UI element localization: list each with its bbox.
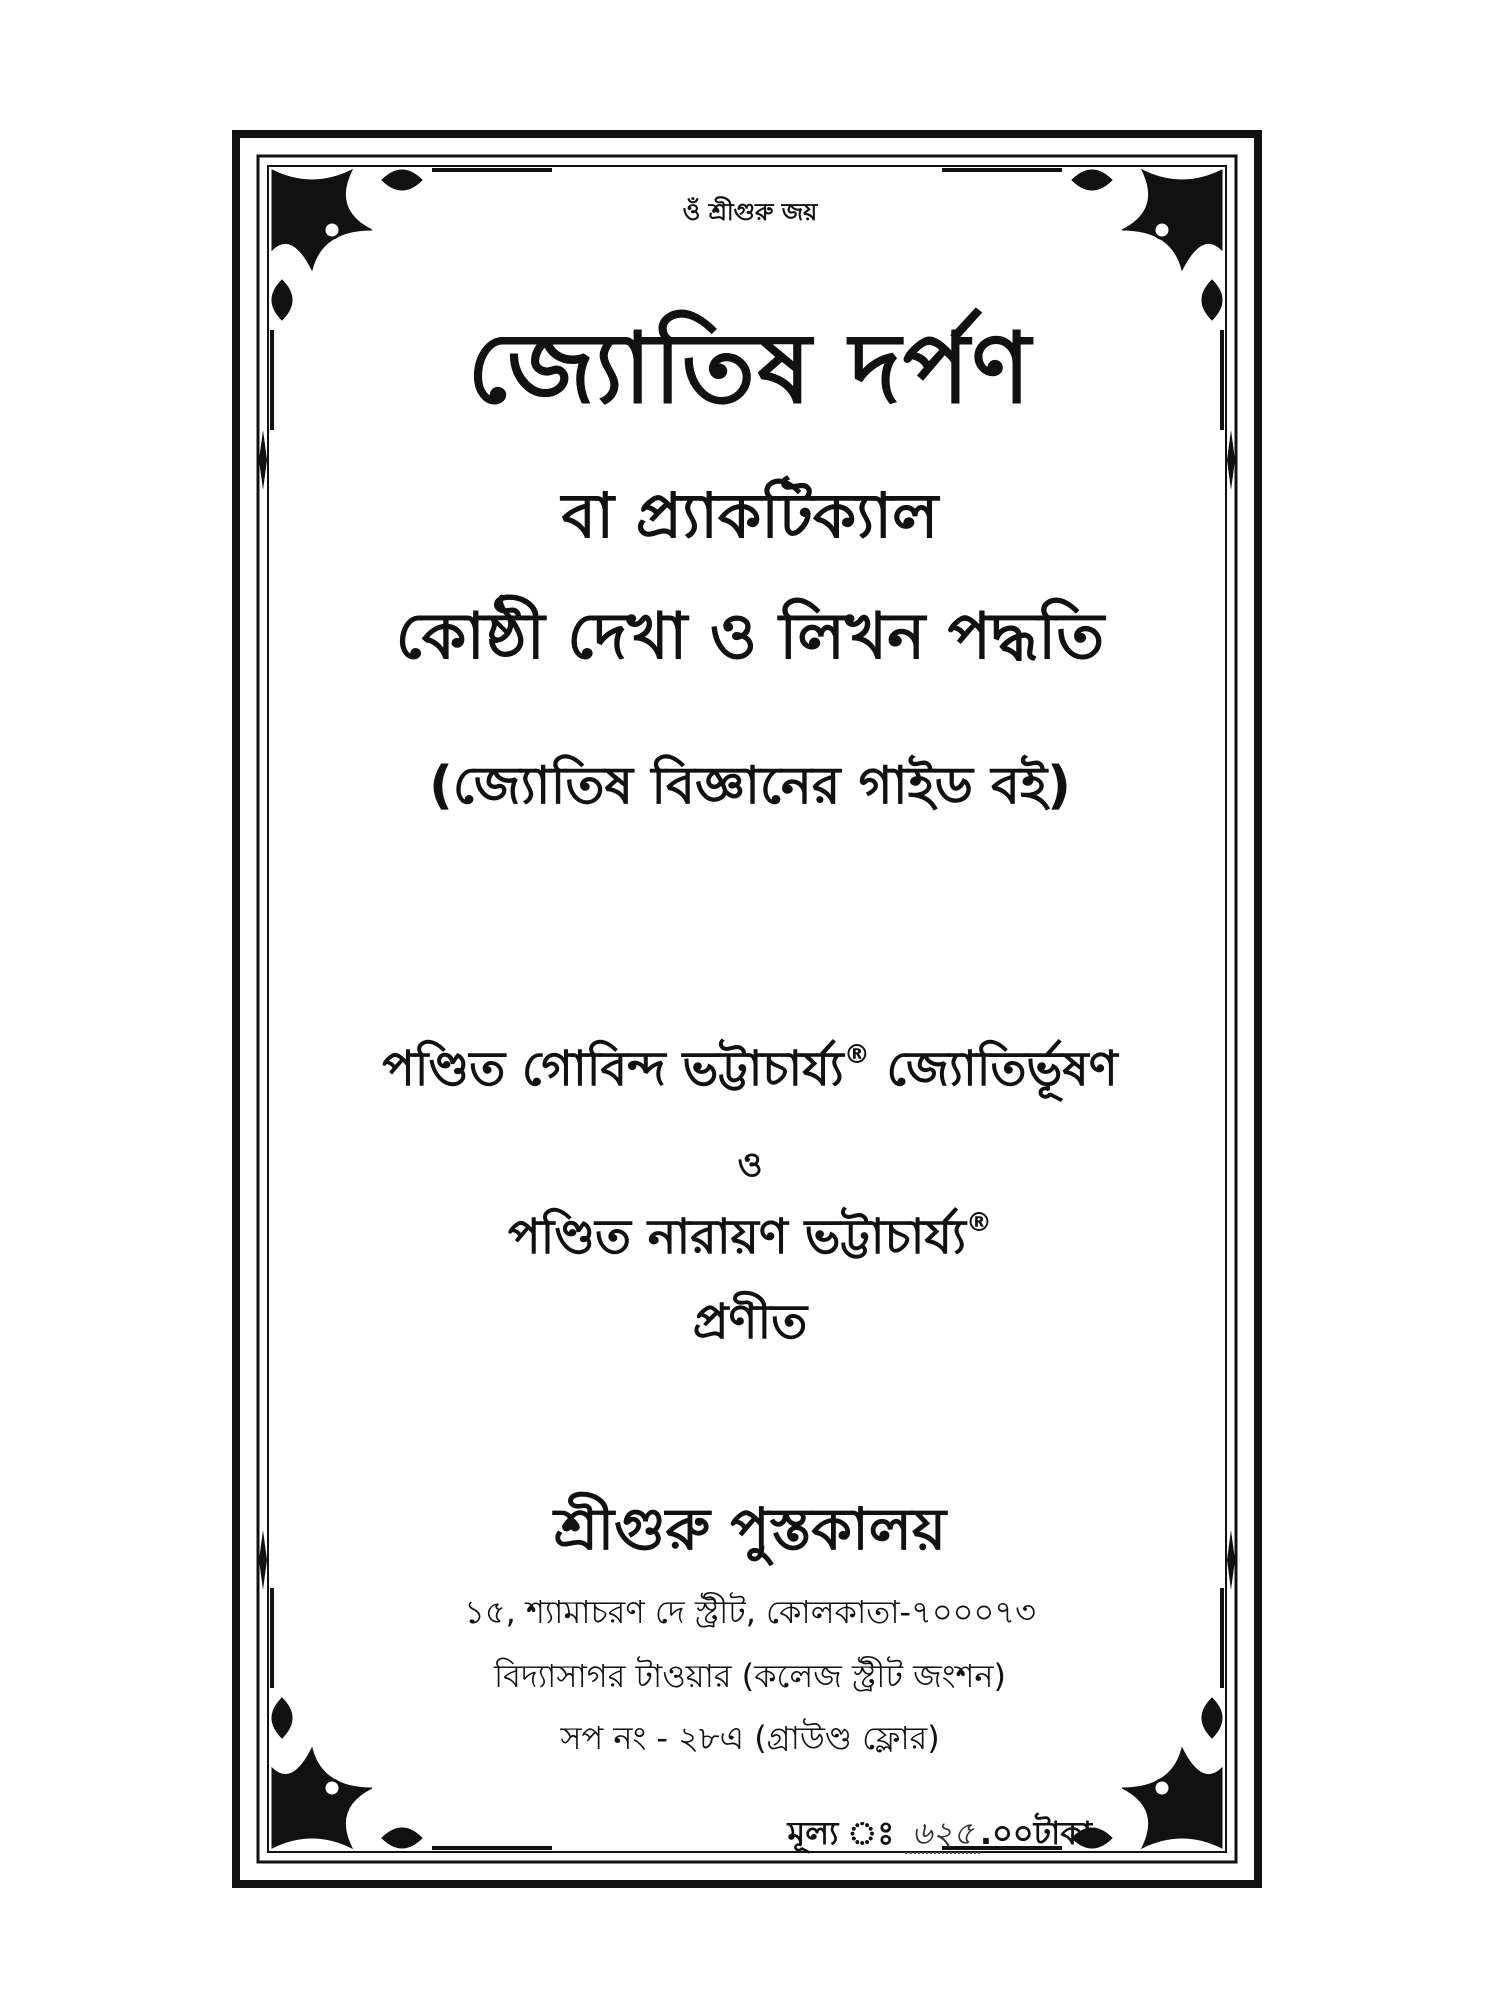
author-1-name: পণ্ডিত গোবিন্দ ভট্টাচার্য্য	[382, 1041, 844, 1097]
book-title: জ্যোতিষ দর্পণ	[467, 312, 1033, 426]
authored-by: প্রণীত	[692, 1294, 808, 1350]
price	[788, 1808, 1092, 1862]
side-spear-right	[1227, 430, 1235, 1590]
subtitle-line-1: বা প্র্যাকটিক্যাল	[561, 479, 939, 552]
author-1-title: জ্যোতির্ভূষণ	[869, 1041, 1118, 1097]
publisher-name: শ্রীগুরু পুস্তকালয়	[553, 1495, 947, 1563]
publisher-address-line-1: ১৫, শ্যামাচরণ দে স্ট্রীট, কোলকাতা-৭০০০৭৩	[464, 1593, 1036, 1631]
guide-note: (জ্যোতিষ বিজ্ঞানের গাইড বই)	[429, 756, 1071, 816]
price-handwritten-value: ৬২৫	[905, 1814, 979, 1854]
price-suffix: .০০টাকা	[979, 1814, 1092, 1852]
publisher-address-line-2: বিদ্যাসাগর টাওয়ার (কলেজ স্ট্রীট জংশন)	[494, 1657, 1006, 1695]
registered-mark-2: ®	[966, 1208, 992, 1238]
conjunction: ও	[737, 1145, 763, 1185]
author-1	[0, 1040, 1500, 1097]
price-label: মূল্য ঃ	[787, 1814, 906, 1852]
registered-mark: ®	[843, 1040, 870, 1070]
invocation-text: ওঁ শ্রীগুরু জয়	[682, 198, 818, 226]
author-2	[0, 1208, 1500, 1265]
publisher-address-line-3: সপ নং - ২৮এ (গ্রাউণ্ড ফ্লোর)	[560, 1719, 940, 1757]
side-spear-left	[259, 430, 267, 1590]
author-2-name: পণ্ডিত নারায়ণ ভট্টাচার্য্য	[508, 1209, 966, 1265]
subtitle-line-2: কোষ্ঠী দেখা ও লিখন পদ্ধতি	[395, 600, 1105, 674]
